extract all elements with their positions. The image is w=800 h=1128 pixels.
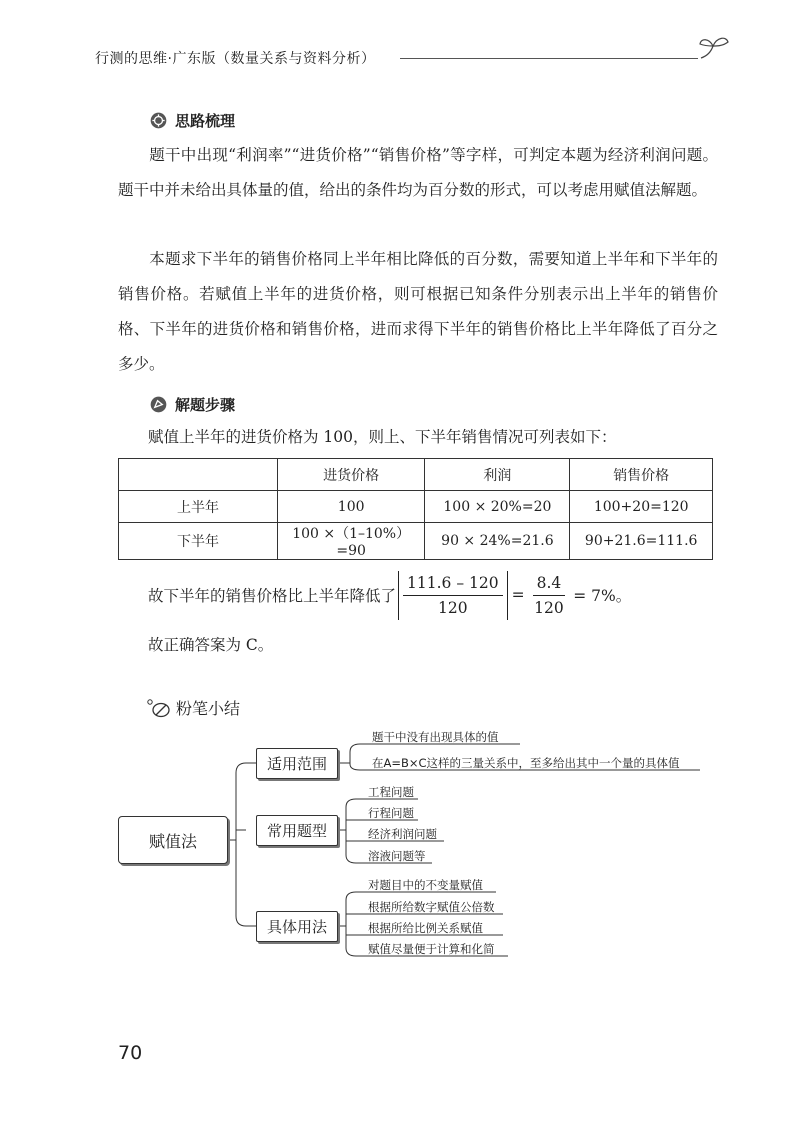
table-header-row (119, 459, 713, 491)
header-title: 行测的思维·广东版（数量关系与资料分析） (95, 51, 376, 67)
gear-bullet-icon (150, 396, 167, 413)
fraction (403, 573, 503, 618)
mindmap-leaf: 题干中没有出现具体的值 (372, 730, 499, 744)
fraction-denominator: 120 (534, 598, 564, 617)
mindmap-leaf: 根据所给数字赋值公倍数 (368, 900, 495, 914)
analysis-section-title (150, 110, 235, 131)
analysis-paragraph-1: 题干中出现“利润率”“进货价格”“销售价格”等字样，可判定本题为经济利润问题。题干中并未给出具体量的值，给出的条件均为百分数的形式，可以考虑用赋值法解题。 (118, 146, 718, 199)
mindmap-leaf: 根据所给比例关系赋值 (368, 921, 483, 935)
absolute-value (398, 571, 508, 620)
table-cell: 100+20=120 (570, 491, 713, 523)
page-header (95, 48, 735, 72)
final-answer: 故正确答案为 C。 (148, 636, 274, 654)
fraction-numerator: 8.4 (533, 573, 566, 596)
fraction-numerator: 111.6 – 120 (403, 573, 503, 596)
table-row-label: 上半年 (119, 491, 278, 523)
steps-intro: 赋值上半年的进货价格为 100，则上、下半年销售情况可列表如下： (148, 428, 617, 446)
chalk-icon (146, 697, 172, 719)
steps-section-title (150, 394, 235, 415)
table-cell: 100 × 20%=20 (425, 491, 570, 523)
mindmap-branch-scope: 适用范围 (256, 748, 338, 779)
sprout-icon (697, 34, 731, 60)
equals-sign: = (511, 586, 525, 604)
mindmap-leaf: 行程问题 (368, 806, 414, 820)
mindmap-leaf: 对题目中的不变量赋值 (368, 878, 483, 892)
analysis-title-text: 思路梳理 (175, 112, 236, 130)
table-row-label: 下半年 (119, 523, 278, 560)
analysis-paragraph-2: 本题求下半年的销售价格同上半年相比降低的百分数，需要知道上半年和下半年的销售价格。若赋值上半年的进货价格，则可根据已知条件分别表示出上半年的销售价格、下半年的进货价格和销售价格，进而求得下半年的销售价格比上半年降低了百分之多少。 (118, 250, 718, 373)
mindmap-branch-types: 常用题型 (256, 815, 338, 846)
mindmap-leaf: 工程问题 (368, 785, 414, 799)
result-formula (148, 570, 631, 620)
table-cell: 90 × 24%=21.6 (425, 523, 570, 560)
formula-prefix: 故下半年的销售价格比上半年降低了 (148, 587, 397, 605)
table-row (119, 491, 713, 523)
header-rule (400, 58, 698, 59)
table-cell: 100 (277, 491, 425, 523)
table-header-cell (119, 459, 278, 491)
table-header-cell: 进货价格 (277, 459, 425, 491)
table-header-cell: 销售价格 (570, 459, 713, 491)
table-row (119, 523, 713, 560)
summary-section-title (146, 696, 240, 719)
summary-title-text: 粉笔小结 (176, 699, 241, 718)
formula-result: = 7%。 (573, 587, 632, 605)
table-cell: 90+21.6=111.6 (570, 523, 713, 560)
fraction (533, 573, 566, 618)
mindmap-branch-usage: 具体用法 (256, 911, 338, 942)
mindmap-leaf: 赋值尽量便于计算和化简 (368, 942, 495, 956)
mindmap-leaf: 溶液问题等 (368, 849, 426, 863)
gear-bullet-icon (150, 112, 167, 129)
sales-table (118, 458, 713, 560)
steps-title-text: 解题步骤 (175, 396, 236, 414)
table-header-cell: 利润 (425, 459, 570, 491)
mindmap-leaf: 在A=B×C这样的三量关系中，至多给出其中一个量的具体值 (372, 756, 680, 770)
page-number: 70 (118, 1042, 143, 1064)
mindmap-root: 赋值法 (118, 816, 228, 864)
fraction-denominator: 120 (438, 598, 468, 617)
table-cell: 100 ×（1–10%）=90 (277, 523, 425, 560)
mindmap-leaf: 经济利润问题 (368, 827, 437, 841)
